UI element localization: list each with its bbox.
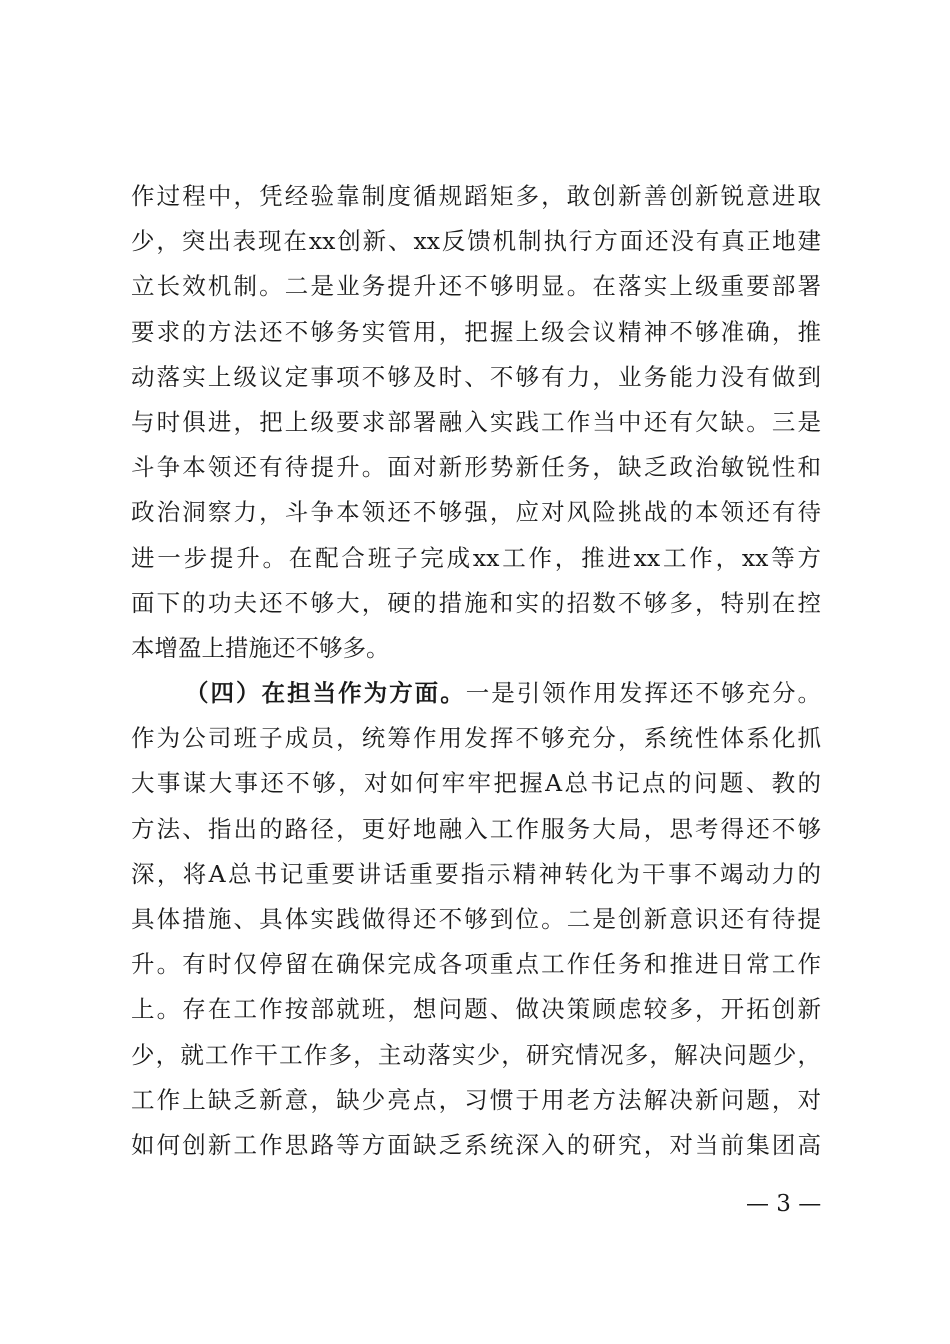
text-line: 升。有时仅停留在确保完成各项重点工作任务和推进日常工作: [131, 950, 821, 979]
text-line: 作为公司班子成员，统筹作用发挥不够充分，系统性体系化抓: [131, 724, 821, 753]
body-text: [131, 174, 821, 1168]
text-line: 如何创新工作思路等方面缺乏系统深入的研究，对当前集团高: [131, 1130, 821, 1159]
text-line: 进一步提升。在配合班子完成xx工作，推进xx工作，xx等方: [131, 543, 821, 572]
text-line: 深，将A总书记重要讲话重要指示精神转化为干事不竭动力的: [131, 859, 821, 888]
text-line: 具体措施、具体实践做得还不够到位。二是创新意识还有待提: [131, 905, 821, 933]
text-line: 本增盈上措施还不够多。: [131, 633, 390, 662]
text-line: 工作上缺乏新意，缺少亮点，习惯于用老方法解决新问题，对: [131, 1085, 821, 1114]
text-line: 方法、指出的路径，更好地融入工作服务大局，思考得还不够: [131, 814, 821, 843]
text-line: 作过程中，凭经验靠制度循规蹈矩多，敢创新善创新锐意进取: [131, 182, 821, 210]
section-heading: （四）在担当作为方面。: [185, 679, 466, 708]
section-first-line: [131, 671, 821, 716]
text-line: 与时俱进，把上级要求部署融入实践工作当中还有欠缺。三是: [131, 407, 821, 436]
text-line: 上。存在工作按部就班，想问题、做决策顾虑较多，开拓创新: [131, 995, 821, 1024]
text-line: 斗争本领还有待提升。面对新形势新任务，缺乏政治敏锐性和: [131, 453, 821, 482]
text-line: 大事谋大事还不够，对如何牢牢把握A总书记点的问题、教的: [131, 769, 821, 798]
text-line: 少，突出表现在xx创新、xx反馈机制执行方面还没有真正地建: [131, 227, 821, 256]
text-line: 要求的方法还不够务实管用，把握上级会议精神不够准确，推: [131, 317, 821, 346]
text-line: 面下的功夫还不够大，硬的措施和实的招数不够多，特别在控: [131, 588, 821, 617]
section-first-line-text: 一是引领作用发挥还不够充分。: [465, 679, 822, 708]
text-line: 立长效机制。二是业务提升还不够明显。在落实上级重要部署: [131, 272, 821, 301]
text-line: 少，就工作干工作多，主动落实少，研究情况多，解决问题少，: [131, 1040, 821, 1069]
page-number: — 3 —: [746, 1191, 822, 1217]
text-line: 政治洞察力，斗争本领还不够强，应对风险挑战的本领还有待: [131, 498, 821, 527]
text-line: 动落实上级议定事项不够及时、不够有力，业务能力没有做到: [131, 362, 821, 391]
